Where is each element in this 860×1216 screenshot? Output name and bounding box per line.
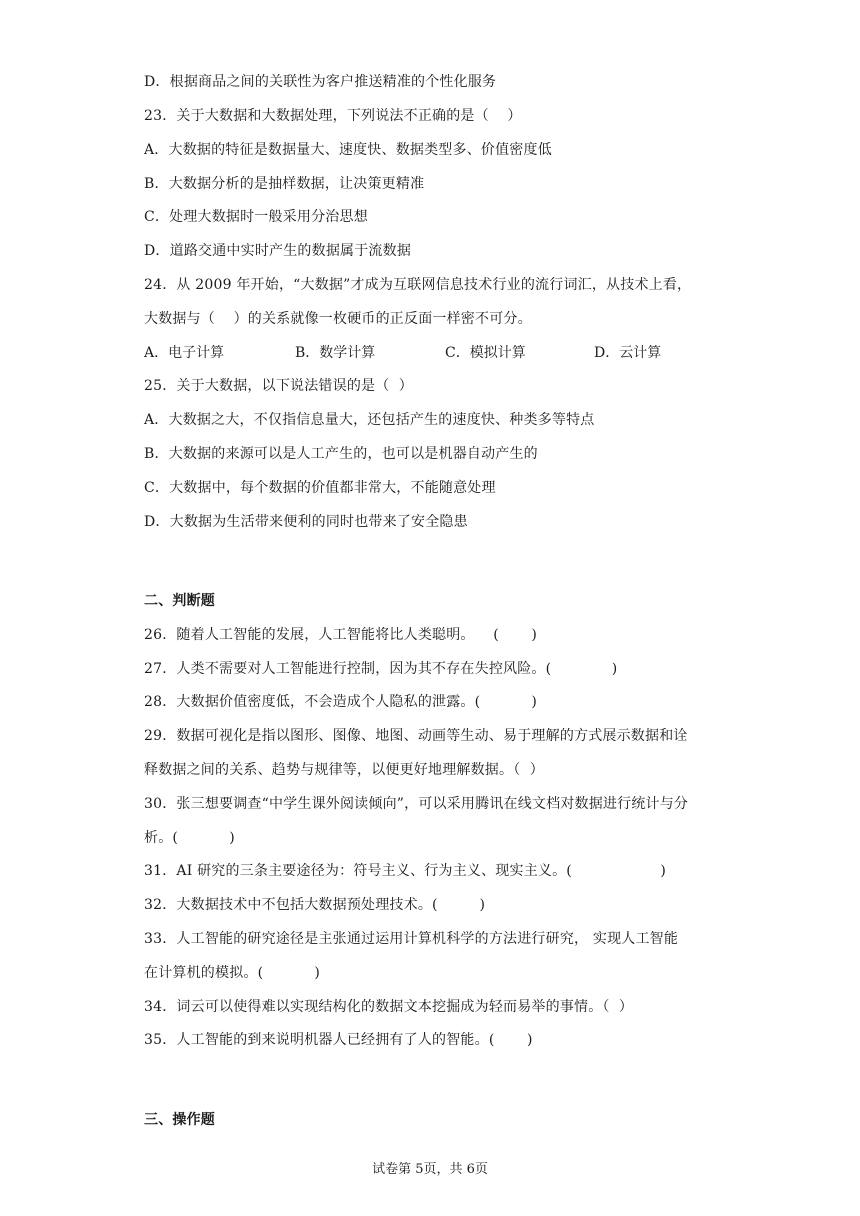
q31: 31．AI 研究的三条主要途径为：符号主义、行为主义、现实主义。( )	[144, 863, 666, 879]
q29-line1: 29．数据可视化是指以图形、图像、地图、动画等生动、易于理解的方式展示数据和诠	[144, 728, 688, 744]
q24-option-c: C．模拟计算	[445, 345, 526, 361]
q26: 26．随着人工智能的发展，人工智能将比人类聪明。 ( )	[144, 627, 538, 643]
q25-option-a: A．大数据之大，不仅指信息量大，还包括产生的速度快、种类多等特点	[144, 412, 595, 428]
q25-option-d: D．大数据为生活带来便利的同时也带来了安全隐患	[144, 514, 468, 530]
q24-option-a: A．电子计算	[144, 345, 225, 361]
q23-option-a: A．大数据的特征是数据量大、速度快、数据类型多、价值密度低	[144, 142, 552, 158]
q29-line2: 释数据之间的关系、趋势与规律等，以便更好地理解数据。（ ）	[144, 762, 544, 778]
q25-option-b: B．大数据的来源可以是人工产生的，也可以是机器自动产生的	[144, 446, 538, 462]
q34: 34．词云可以使得难以实现结构化的数据文本挖掘成为轻而易举的事情。（ ）	[144, 999, 634, 1015]
q22-option-d: D．根据商品之间的关联性为客户推送精准的个性化服务	[144, 74, 497, 90]
q30-line1: 30．张三想要调查“中学生课外阅读倾向”，可以采用腾讯在线文档对数据进行统计与分	[144, 796, 689, 812]
q27: 27．人类不需要对人工智能进行控制，因为其不存在失控风险。( )	[144, 661, 618, 677]
q24-stem-line1: 24．从 2009 年开始，“大数据”才成为互联网信息技术行业的流行词汇，从技术上看，	[144, 277, 692, 293]
q33-line2: 在计算机的模拟。( )	[144, 965, 321, 981]
q24-option-d: D．云计算	[594, 345, 662, 361]
q23-option-d: D．道路交通中实时产生的数据属于流数据	[144, 243, 412, 259]
q33-line1: 33．人工智能的研究途径是主张通过运用计算机科学的方法进行研究， 实现人工智能	[144, 931, 679, 947]
q24-option-b: B．数学计算	[295, 345, 376, 361]
q24-stem-line2: 大数据与（ ）的关系就像一枚硬币的正反面一样密不可分。	[144, 311, 532, 327]
q25-stem: 25．关于大数据，以下说法错误的是（ ）	[144, 378, 413, 394]
q25-option-c: C．大数据中，每个数据的价值都非常大，不能随意处理	[144, 480, 496, 496]
q28: 28．大数据价值密度低，不会造成个人隐私的泄露。( )	[144, 694, 538, 710]
section-3-title: 三、操作题	[144, 1112, 215, 1128]
q23-option-c: C．处理大数据时一般采用分治思想	[144, 209, 368, 225]
q35: 35．人工智能的到来说明机器人已经拥有了人的智能。( )	[144, 1032, 533, 1048]
page-footer: 试卷第 5页，共 6页	[372, 1162, 488, 1177]
q23-stem: 23．关于大数据和大数据处理，下列说法不正确的是（ ）	[144, 108, 522, 124]
q32: 32．大数据技术中不包括大数据预处理技术。( )	[144, 897, 486, 913]
section-2-title: 二、判断题	[144, 593, 215, 609]
q23-option-b: B．大数据分析的是抽样数据，让决策更精准	[144, 176, 425, 192]
q30-line2: 析。( )	[144, 830, 235, 846]
